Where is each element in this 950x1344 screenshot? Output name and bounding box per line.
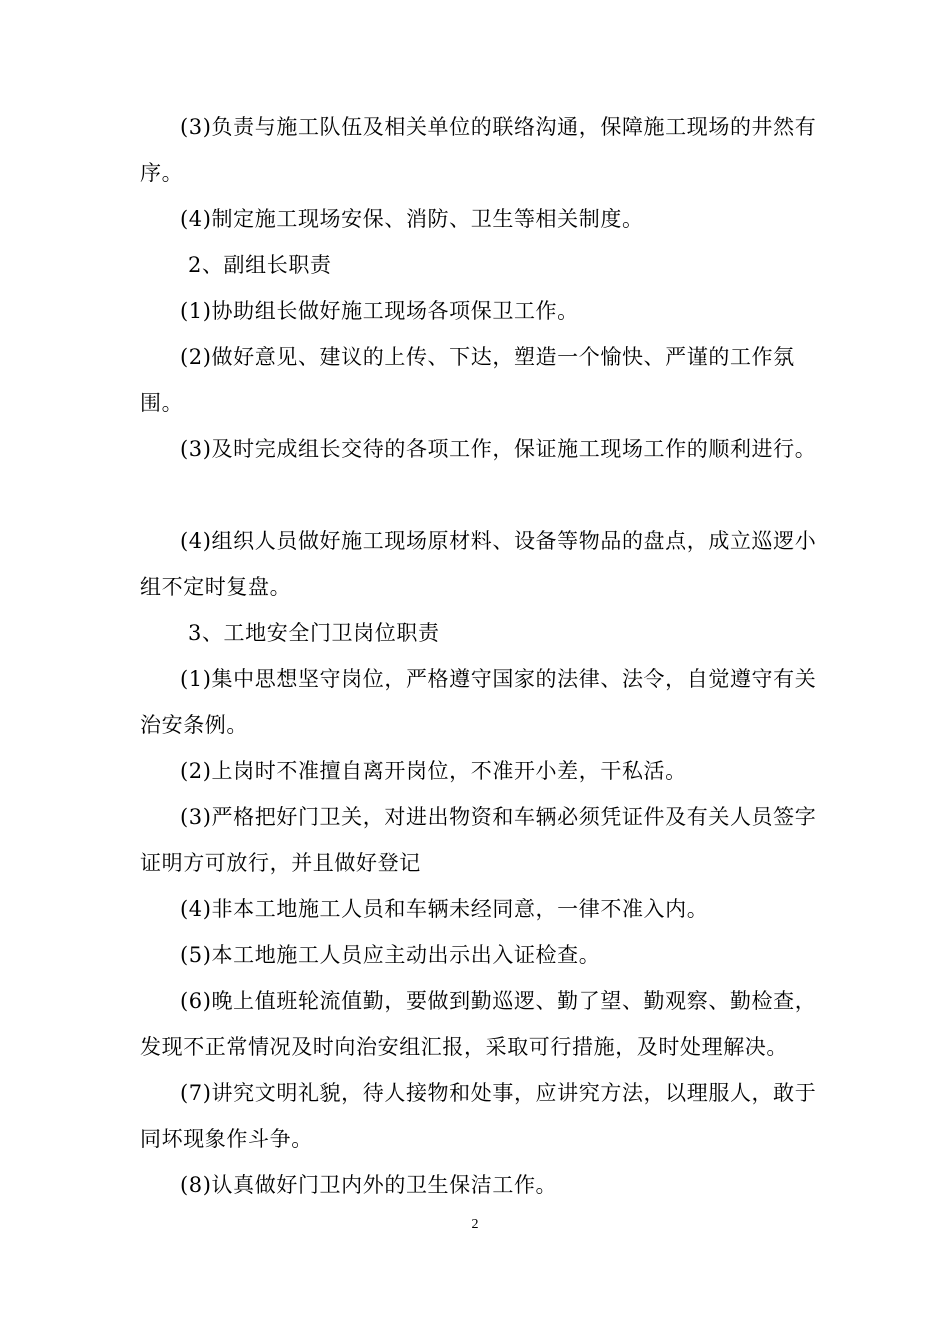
paragraph-guard-4: (4)非本工地施工人员和车辆未经同意，一律不准入内。 [180,897,709,921]
paragraph-responsibility-3: (3)负责与施工队伍及相关单位的联络沟通，保障施工现场的井然有序。 [140,115,817,185]
paragraph-guard-2: (2)上岗时不准擅自离开岗位，不准开小差，干私活。 [180,759,687,783]
paragraph-guard-6: (6)晚上值班轮流值勤，要做到勤巡逻、勤了望、勤观察、勤检查，发现不正常情况及时向治安组汇报，采取可行措施，及时处理解决。 [140,989,817,1059]
paragraph-deputy-3: (3)及时完成组长交待的各项工作，保证施工现场工作的顺利进行。 [180,437,817,461]
paragraph-guard-1: (1)集中思想坚守岗位，严格遵守国家的法律、法令，自觉遵守有关治安条例。 [140,667,817,737]
section-heading-gate-guard: 3、工地安全门卫岗位职责 [188,621,440,645]
paragraph-guard-3: (3)严格把好门卫关，对进出物资和车辆必须凭证件及有关人员签字证明方可放行，并且做好登记 [140,805,817,875]
paragraph-deputy-2: (2)做好意见、建议的上传、下达，塑造一个愉快、严谨的工作氛围。 [140,345,795,415]
paragraph-deputy-1: (1)协助组长做好施工现场各项保卫工作。 [180,299,579,323]
paragraph-guard-8: (8)认真做好门卫内外的卫生保洁工作。 [180,1173,558,1197]
paragraph-deputy-4: (4)组织人员做好施工现场原材料、设备等物品的盘点，成立巡逻小组不定时复盘。 [140,529,817,599]
section-heading-deputy-leader: 2、副组长职责 [188,253,332,277]
page-number: 2 [471,1217,479,1232]
paragraph-responsibility-4: (4)制定施工现场安保、消防、卫生等相关制度。 [180,207,644,231]
paragraph-guard-5: (5)本工地施工人员应主动出示出入证检查。 [180,943,601,967]
paragraph-guard-7: (7)讲究文明礼貌，待人接物和处事，应讲究方法，以理服人，敢于同坏现象作斗争。 [140,1081,817,1151]
